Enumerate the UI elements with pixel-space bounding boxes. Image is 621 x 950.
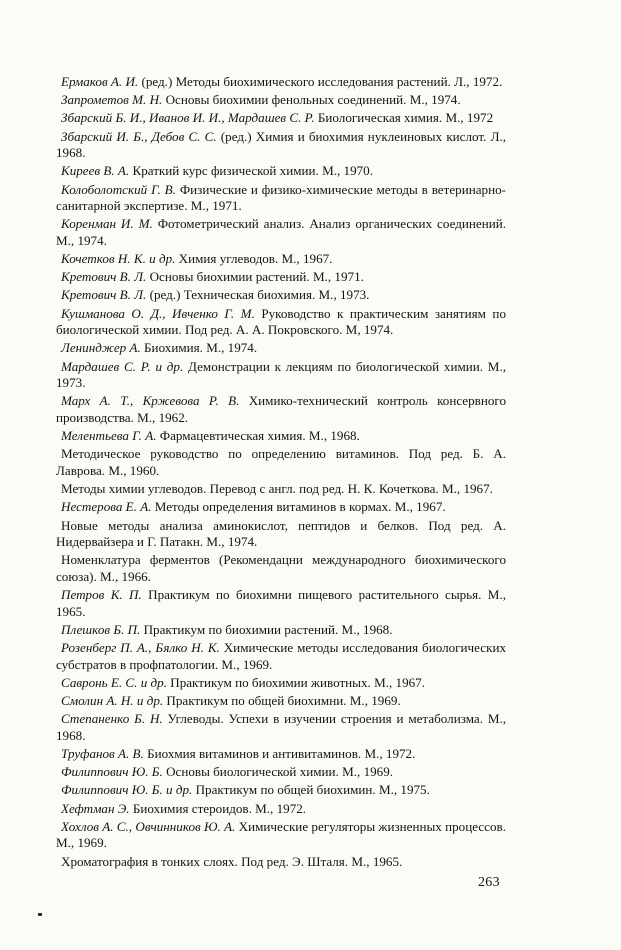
entry-text: Фотометрический анализ. Анализ органических соединений. М., 1974. [56,216,506,248]
entry-text: (ред.) Методы биохимического исследования растений. Л., 1972. [138,74,503,89]
bibliography-entry [56,359,506,392]
entry-text: Фармацевтическая химия. М., 1968. [156,428,360,444]
entry-author: Ленинджер А. [61,340,141,356]
entry-text: Новые методы анализа аминокислот, пептидов и белков. Под ред. А. Нидервайзера и Г. Патакн. М., 1974. [56,517,506,550]
entry-text: Химия углеводов. М., 1967. [175,251,333,267]
entry-text: Краткий курс физической химии. М., 1970. [129,163,373,179]
bibliography-entry [56,819,506,852]
bibliography-entry [56,640,506,673]
entry-text: Основы биохимии растений. М., 1971. [146,269,364,285]
entry-author: Запрометов М. Н. [61,92,163,108]
entry-text: Биохимия стероидов. М., 1972. [129,800,307,816]
bibliography-entry [56,746,506,763]
entry-text: Руководство к практическим занятиям по биологической химии. Под ред. А. А. Покровского. М, 1974. [56,305,506,338]
bibliography-entry [56,287,506,304]
entry-author: Кретович В. Л. [61,287,147,303]
entry-author: Хефтман Э. [61,800,130,816]
entry-author: Збарский И. Б., Дебов С. С. [61,128,217,144]
entry-author: Кочетков Н. К. и др. [61,251,176,267]
bibliography-entry [56,675,506,692]
entry-author: Петров К. П. [61,587,142,603]
entry-author: Ермаков А. И. [61,74,139,89]
bibliography-entry [56,163,506,180]
bibliography-entry [56,518,506,551]
bibliography-entry [56,499,506,516]
entry-text: Демонстрации к лекциям по биологической химии. М., 1973. [56,358,506,391]
bibliography-entry [56,854,506,871]
entry-text: Биохимия. М., 1974. [140,340,258,356]
bibliography-entry [56,782,506,799]
entry-text: Номенклатура ферментов (Рекомендацни международного биохимического союза). М., 1966. [56,552,506,584]
bibliography-entry [56,587,506,620]
entry-text: Практикум по общей биохимни. М., 1969. [163,693,401,709]
entry-author: Розенберг П. А., Бялко Н. К. [61,640,220,656]
entry-author: Мардашев С. Р. и др. [61,358,184,374]
bibliography-entry [56,801,506,818]
entry-author: Коренман И. М. [61,216,153,232]
bibliography-entry [56,251,506,268]
bibliography-entry [56,110,506,127]
entry-author: Филиппович Ю. Б. [61,764,163,780]
entry-text: Химико-технический контроль консервного производства. М., 1962. [56,393,506,425]
bibliography-entry [56,446,506,479]
entry-text: Практикум по биохимни пищевого растительного сырья. М., 1965. [56,587,506,619]
entry-text: Биологическая химия. М., 1972 [314,110,494,126]
entry-author: Степаненко Б. Н. [61,711,163,727]
entry-author: Колоболотский Г. В. [61,181,176,197]
entry-text: Химические регуляторы жизненных процессов. М., 1969. [56,818,506,851]
bibliography-entry [56,182,506,215]
entry-author: Хохлов А. С., Овчинников Ю. А. [61,818,236,834]
bibliography-entry [56,622,506,639]
entry-author: Труфанов А. В. [61,746,144,761]
bibliography-entry [56,764,506,781]
entry-text: (ред.) Химия и биохимия нуклеиновых кислот. Л., 1968. [56,128,507,161]
entry-author: Филиппович Ю. Б. и др. [61,782,193,798]
entry-text: Хроматография в тонких слоях. Под ред. Э. Шталя. М., 1965. [61,853,403,869]
bibliography-entry [56,340,506,357]
entry-text: Методы химии углеводов. Перевод с англ. под ред. Н. К. Кочеткова. М., 1967. [61,481,493,497]
entry-text: Практикум по общей биохимин. М., 1975. [192,782,430,798]
bibliography-entry [56,393,506,426]
bibliography-list [56,74,506,872]
bibliography-entry [56,711,506,744]
entry-author: Смолин А. Н. и др. [61,693,164,709]
scan-dot [38,913,42,916]
entry-author: Нестерова Е. А. [61,499,152,515]
entry-text: (ред.) Техническая биохимия. М., 1973. [146,287,370,303]
bibliography-entry [56,216,506,249]
bibliography-entry [56,693,506,710]
entry-text: Методы определения витаминов в кормах. М., 1967. [151,499,446,515]
bibliography-entry [56,129,506,162]
bibliography-entry [56,306,506,339]
entry-text: Основы биохимии фенольных соединений. М., 1974. [162,92,461,108]
entry-text: Химические методы исследования биологических субстратов в профпатологии. М., 1969. [56,640,506,672]
entry-text: Основы биологической химии. М., 1969. [162,764,394,780]
entry-author: Кушманова О. Д., Ивченко Г. М. [61,305,255,321]
bibliography-entry [56,269,506,286]
page-number: 263 [478,875,500,890]
entry-text: Методическое руководство по определению витаминов. Под ред. Б. А. Лаврова. М., 1960. [56,446,506,478]
entry-author: Киреев В. А. [61,163,130,179]
bibliography-entry [56,428,506,445]
bibliography-entry [56,481,506,498]
entry-text: Практикум по биохимии животных. М., 1967. [166,674,425,690]
entry-text: Практикум по биохимии растений. М., 1968. [140,621,393,637]
entry-author: Кретович В. Л. [61,269,147,285]
bibliography-entry [56,552,506,585]
entry-author: Марх А. Т., Кржевова Р. В. [61,393,240,409]
bibliography-entry [56,92,506,109]
entry-author: Збарский Б. И., Иванов И. И., Мардашев С. Р. [61,110,315,126]
entry-text: Углеводы. Успехи в изучении строения и метаболизма. М., 1968. [56,711,507,743]
entry-author: Плешков Б. П. [61,621,141,637]
entry-author: Савронь Е. С. и др. [61,674,167,690]
entry-author: Мелентьева Г. А. [61,428,157,444]
entry-text: Физические и физико-химические методы в ветеринарно-санитарной экспертизе. М., 1971. [56,181,506,214]
entry-text: Биохмия витаминов и антивитаминов. М., 1972. [143,746,416,761]
bibliography-entry [56,74,506,91]
